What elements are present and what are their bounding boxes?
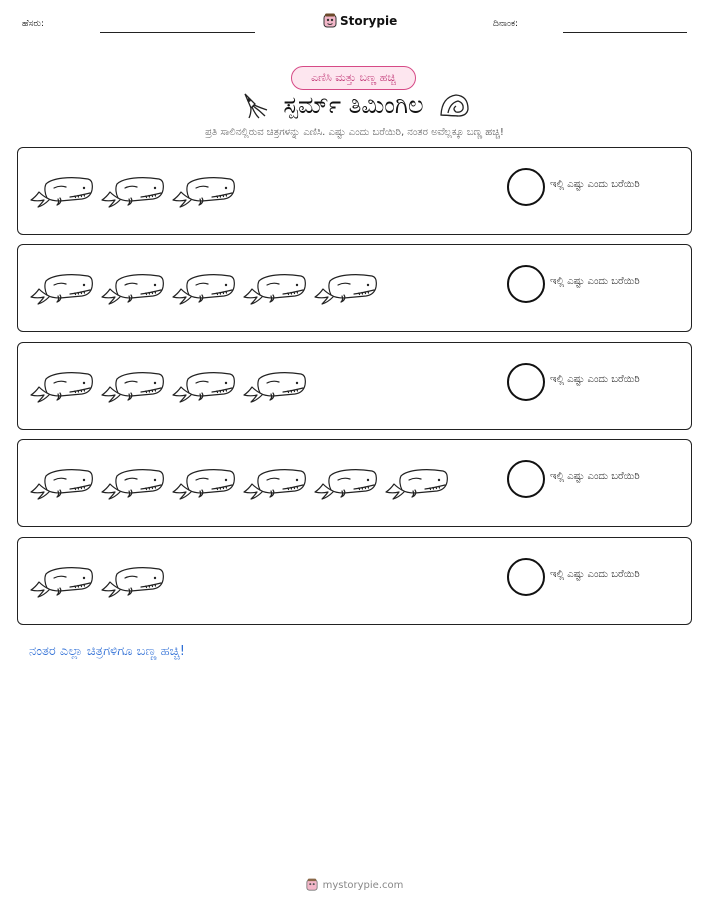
whale-group [30, 462, 449, 502]
footer [0, 878, 709, 892]
sperm-whale-icon [243, 365, 307, 405]
sperm-whale-icon [30, 267, 94, 307]
count-row-5 [17, 537, 692, 625]
answer-circle[interactable] [507, 265, 545, 303]
sperm-whale-icon [172, 267, 236, 307]
answer-circle[interactable] [507, 460, 545, 498]
sperm-whale-icon [172, 365, 236, 405]
sperm-whale-icon [314, 267, 378, 307]
shell-icon [438, 91, 470, 119]
squid-icon [239, 90, 269, 120]
activity-badge: ಎಣಿಸಿ ಮತ್ತು ಬಣ್ಣ ಹಚ್ಚಿ [291, 66, 416, 90]
brand-name: Storypie [340, 14, 398, 28]
answer-label: ಇಲ್ಲಿ ಎಷ್ಟು ಎಂದು ಬರೆಯಿರಿ [550, 179, 640, 190]
brand [323, 13, 397, 29]
sperm-whale-icon [101, 267, 165, 307]
date-line[interactable] [563, 32, 687, 33]
answer-label: ಇಲ್ಲಿ ಎಷ್ಟು ಎಂದು ಬರೆಯಿರಿ [550, 471, 640, 482]
sperm-whale-icon [30, 170, 94, 210]
whale-group [30, 170, 236, 210]
count-row-3 [17, 342, 692, 430]
answer-label: ಇಲ್ಲಿ ಎಷ್ಟು ಎಂದು ಬರೆಯಿರಿ [550, 569, 640, 580]
whale-group [30, 365, 307, 405]
sperm-whale-icon [101, 170, 165, 210]
title-row [0, 88, 709, 122]
sperm-whale-icon [101, 560, 165, 600]
answer-circle[interactable] [507, 558, 545, 596]
sperm-whale-icon [385, 462, 449, 502]
sperm-whale-icon [30, 462, 94, 502]
sperm-whale-icon [243, 267, 307, 307]
footer-note: ನಂತರ ಎಲ್ಲಾ ಚಿತ್ರಗಳಿಗೂ ಬಣ್ಣ ಹಚ್ಚಿ! [29, 644, 185, 659]
whale-group [30, 267, 378, 307]
count-row-2 [17, 244, 692, 332]
sperm-whale-icon [101, 365, 165, 405]
name-label: ಹೆಸರು: [22, 19, 45, 29]
answer-label: ಇಲ್ಲಿ ಎಷ್ಟು ಎಂದು ಬರೆಯಿರಿ [550, 374, 640, 385]
worksheet-header [0, 0, 709, 40]
answer-circle[interactable] [507, 363, 545, 401]
date-label: ದಿನಾಂಕ: [493, 19, 519, 29]
sperm-whale-icon [101, 462, 165, 502]
answer-label: ಇಲ್ಲಿ ಎಷ್ಟು ಎಂದು ಬರೆಯಿರಿ [550, 276, 640, 287]
footer-url[interactable]: mystorypie.com [322, 879, 404, 891]
storypie-logo-icon [323, 13, 337, 29]
sperm-whale-icon [314, 462, 378, 502]
storypie-logo-icon [306, 878, 318, 892]
sperm-whale-icon [30, 365, 94, 405]
sperm-whale-icon [172, 170, 236, 210]
instruction-text: ಪ್ರತಿ ಸಾಲಿನಲ್ಲಿರುವ ಚಿತ್ರಗಳನ್ನು ಎಣಿಸಿ. ಎಷ್ಟು ಎಂದು ಬರೆಯಿರಿ, ನಂತರ ಅವೆಲ್ಲಕ್ಕೂ ಬಣ್ಣ ಹಚ್ಚಿ! [205, 127, 504, 138]
answer-circle[interactable] [507, 168, 545, 206]
sperm-whale-icon [172, 462, 236, 502]
page-title: ಸ್ಪರ್ಮ್ ತಿಮಿಂಗಿಲ [283, 91, 424, 119]
count-row-4 [17, 439, 692, 527]
name-line[interactable] [100, 32, 255, 33]
whale-group [30, 560, 165, 600]
sperm-whale-icon [243, 462, 307, 502]
count-row-1 [17, 147, 692, 235]
sperm-whale-icon [30, 560, 94, 600]
